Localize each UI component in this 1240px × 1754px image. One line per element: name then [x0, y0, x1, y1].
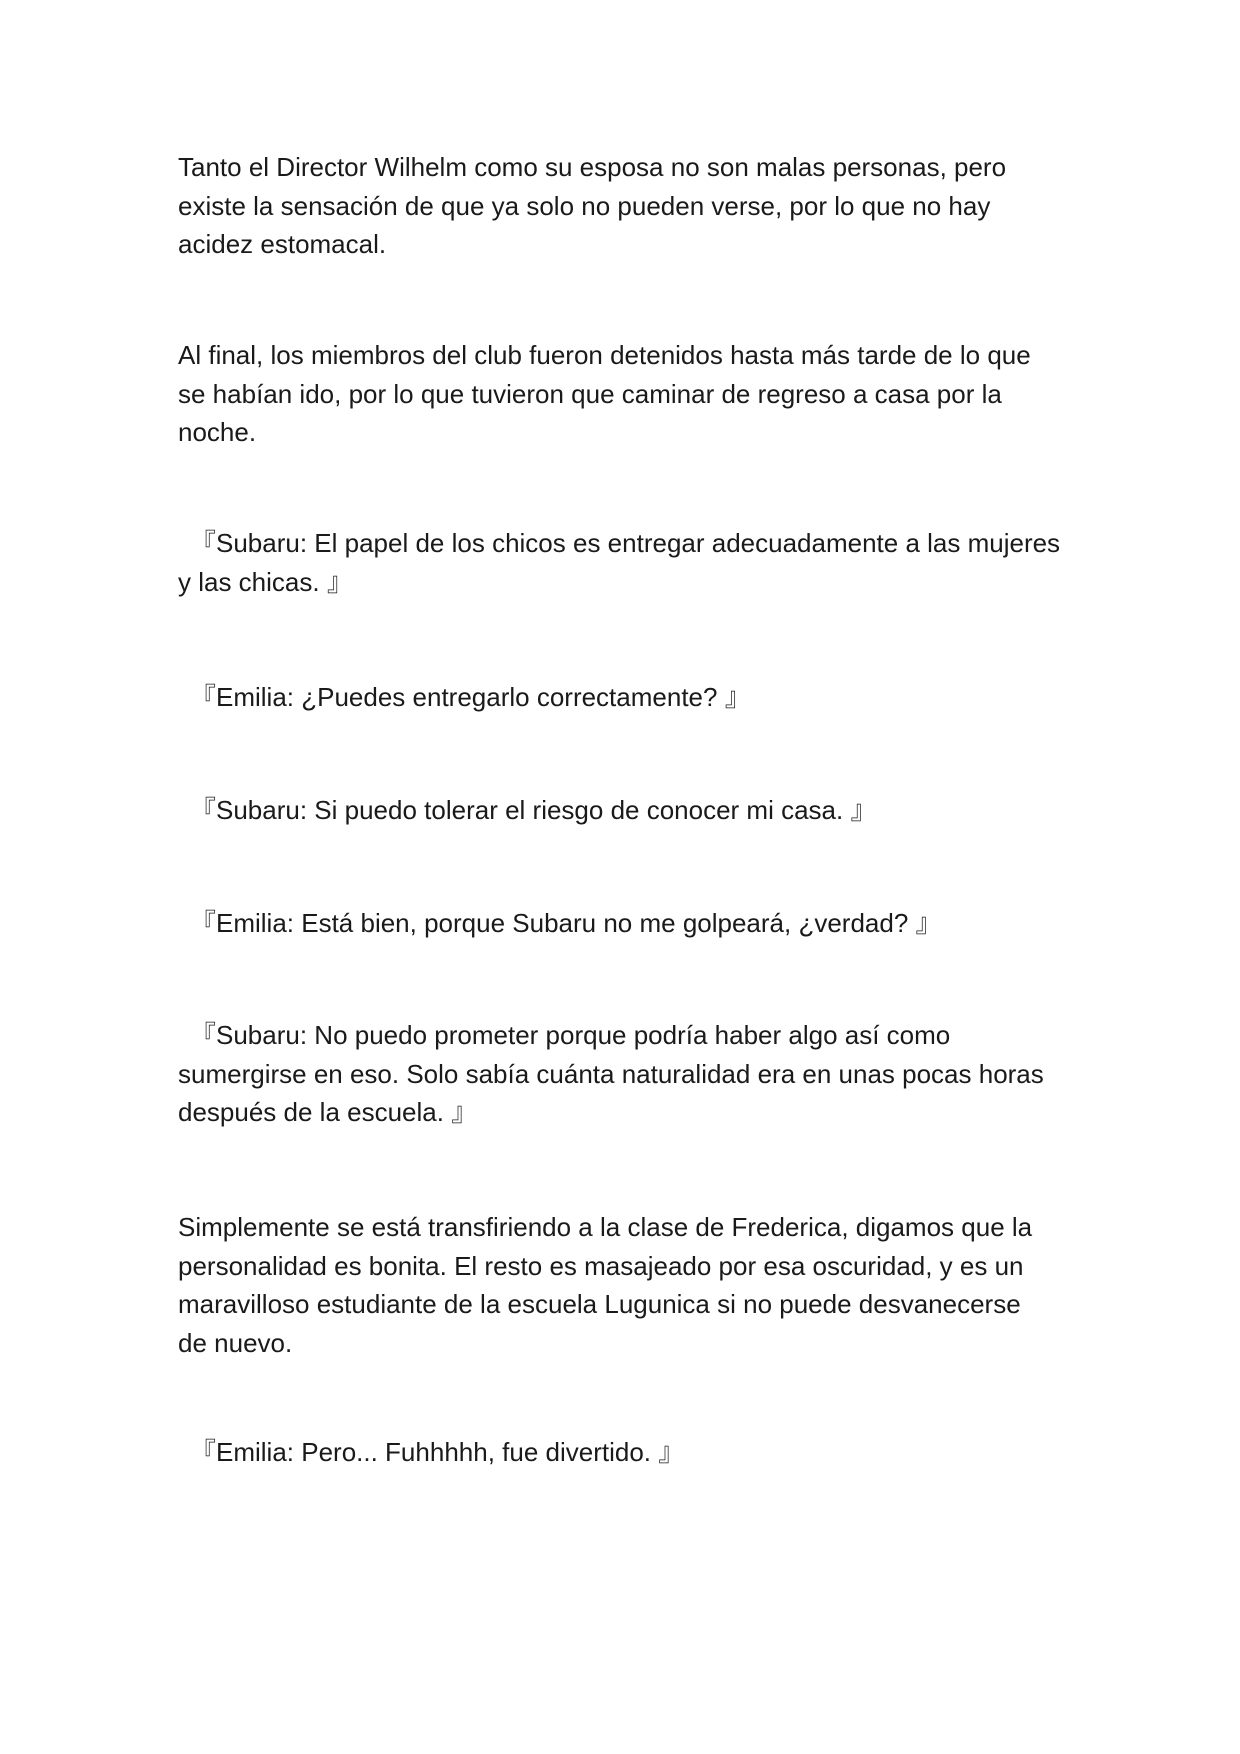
- text-line: se habían ido, por lo que tuvieron que caminar de regreso a casa por la: [178, 378, 1002, 409]
- paragraph-narration-2: [178, 336, 1078, 452]
- text-line: 『Subaru: Si puedo tolerar el riesgo de conocer mi casa. 』: [190, 795, 877, 825]
- dialogue-subaru-1: [178, 524, 1078, 601]
- dialogue-emilia-2: [178, 904, 1078, 943]
- text-line: acidez estomacal.: [178, 229, 387, 259]
- text-line: 『Subaru: El papel de los chicos es entregar adecuadamente a las mujeres: [190, 528, 1061, 558]
- dialogue-subaru-3: [178, 1016, 1078, 1132]
- text-line: existe la sensación de que ya solo no pueden verse, por lo que no hay: [178, 190, 991, 221]
- text-line: sumergirse en eso. Solo sabía cuánta naturalidad era en unas pocas horas: [178, 1058, 1044, 1089]
- text-line: de nuevo.: [178, 1327, 293, 1358]
- text-line: después de la escuela. 』: [178, 1097, 478, 1127]
- text-line: 『Emilia: ¿Puedes entregarlo correctamente? 』: [190, 682, 751, 712]
- text-line: 『Emilia: Pero... Fuhhhhh, fue divertido. 』: [190, 1437, 685, 1467]
- dialogue-subaru-2: [178, 791, 1078, 830]
- text-line: noche.: [178, 417, 257, 447]
- text-line: 『Emilia: Está bien, porque Subaru no me golpeará, ¿verdad? 』: [190, 908, 942, 938]
- text-line: maravilloso estudiante de la escuela Lugunica si no puede desvanecerse: [178, 1289, 1021, 1319]
- dialogue-emilia-3: [178, 1433, 1078, 1472]
- paragraph-narration-3: [178, 1208, 1078, 1362]
- text-line: 『Subaru: No puedo prometer porque podría haber algo así como: [190, 1020, 951, 1050]
- text-line: y las chicas. 』: [178, 566, 353, 597]
- text-line: Simplemente se está transfiriendo a la clase de Frederica, digamos que la: [178, 1212, 1033, 1242]
- text-line: Tanto el Director Wilhelm como su esposa no son malas personas, pero: [178, 152, 1007, 182]
- text-line: Al final, los miembros del club fueron detenidos hasta más tarde de lo que: [178, 340, 1031, 370]
- text-line: personalidad es bonita. El resto es masajeado por esa oscuridad, y es un: [178, 1250, 1024, 1281]
- paragraph-narration-1: [178, 148, 1078, 264]
- dialogue-emilia-1: [178, 678, 1078, 717]
